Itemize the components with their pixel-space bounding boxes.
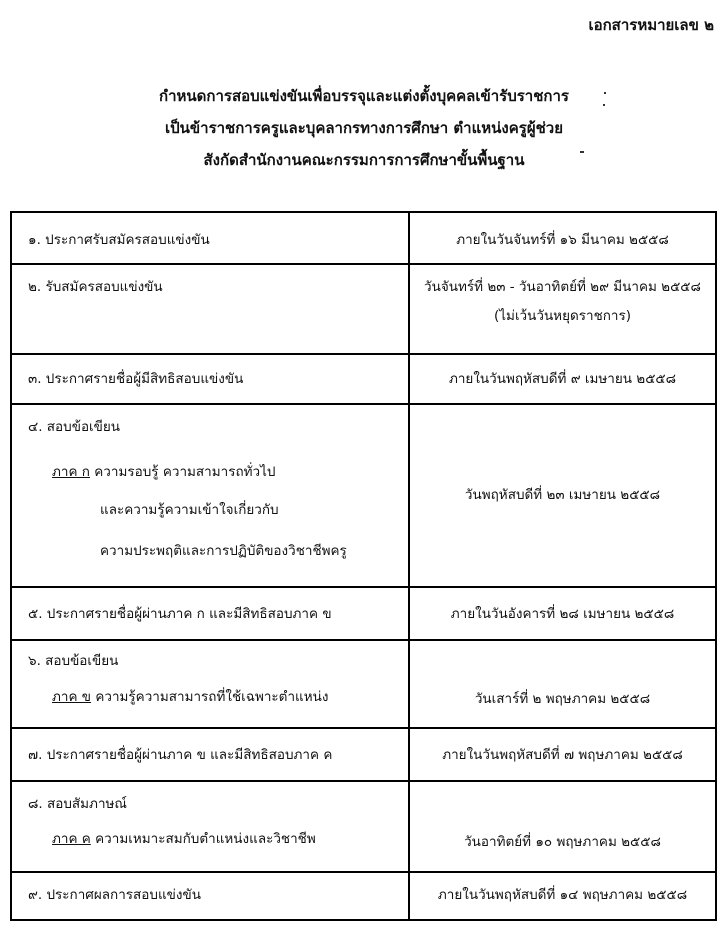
table-row	[11, 587, 716, 640]
item-cell	[11, 587, 409, 640]
date-label: ภายในวันจันทร์ที่ ๑๖ มีนาคม ๒๕๕๘	[456, 232, 669, 248]
table-row	[11, 404, 716, 587]
item-label: ๓. ประกาศรายชื่อผู้มีสิทธิสอบแข่งขัน	[28, 371, 244, 387]
table-row	[11, 640, 716, 728]
item-cell	[11, 354, 409, 404]
item-subline	[52, 672, 408, 708]
table-row	[11, 872, 716, 920]
part-label: ภาค ข	[52, 689, 92, 705]
date-note: (ไม่เว้นวันหยุดราชการ)	[493, 308, 632, 324]
item-label: ๑. ประกาศรับสมัครสอบแข่งขัน	[28, 232, 210, 248]
item-label: ๗. ประกาศรายชื่อผู้ผ่านภาค ข และมีสิทธิสอบภาค ค	[28, 747, 333, 763]
table-row	[11, 354, 716, 404]
document-number: เอกสารหมายเลข ๒	[588, 16, 714, 34]
date-cell	[409, 212, 716, 264]
table-row	[11, 264, 716, 354]
heading-line-2: เป็นข้าราชการครูและบุคลากรทางการศึกษา ตำแหน่งครูผู้ช่วย	[164, 119, 564, 137]
item-label: ๒. รับสมัครสอบแข่งขัน	[28, 279, 163, 295]
item-cell	[11, 872, 409, 920]
heading-line-1: กำหนดการสอบแข่งขันเพื่อบรรจุและแต่งตั้งบุคคลเข้ารับราชการ	[159, 87, 569, 105]
item-cell	[11, 781, 409, 872]
item-cell	[11, 212, 409, 264]
date-cell	[409, 728, 716, 781]
item-cell	[11, 728, 409, 781]
date-cell	[409, 354, 716, 404]
table-row	[11, 212, 716, 264]
item-subline	[52, 815, 408, 850]
item-cell	[11, 404, 409, 587]
item-label: ๖. สอบข้อเขียน	[28, 653, 119, 669]
item-subline	[52, 438, 408, 483]
date-label: วันจันทร์ที่ ๒๓ - วันอาทิตย์ที่ ๒๙ มีนาคม ๒๕๕๘	[424, 279, 701, 295]
item-label: ๙. ประกาศผลการสอบแข่งขัน	[28, 887, 201, 903]
part-text: ความรู้ความสามารถที่ใช้เฉพาะตำแหน่ง	[95, 689, 329, 705]
part-text: ความเหมาะสมกับตำแหน่งและวิชาชีพ	[95, 831, 316, 847]
date-label: ภายในวันอังคารที่ ๒๘ เมษายน ๒๕๕๘	[450, 606, 675, 622]
item-cell	[11, 264, 409, 354]
scan-speck	[580, 151, 584, 153]
date-cell	[409, 404, 716, 587]
scan-speck	[604, 92, 606, 94]
item-subline: และความรู้ความเข้าใจเกี่ยวกับ	[100, 502, 279, 518]
item-label: ๘. สอบสัมภาษณ์	[28, 796, 127, 812]
date-cell	[409, 640, 716, 728]
table-row	[11, 781, 716, 872]
date-label: ภายในวันพฤหัสบดีที่ ๙ เมษายน ๒๕๕๘	[448, 371, 677, 387]
date-cell	[409, 587, 716, 640]
item-cell	[11, 640, 409, 728]
date-label: ภายในวันพฤหัสบดีที่ ๗ พฤษภาคม ๒๕๕๘	[442, 747, 683, 763]
heading	[0, 80, 728, 176]
item-subline: ความประพฤติและการปฏิบัติของวิชาชีพครู	[100, 543, 347, 559]
scan-speck	[603, 104, 605, 106]
item-label: ๔. สอบข้อเขียน	[28, 419, 121, 435]
date-cell	[409, 781, 716, 872]
table-row	[11, 728, 716, 781]
date-label: วันอาทิตย์ที่ ๑๐ พฤษภาคม ๒๕๕๘	[464, 834, 661, 850]
date-cell	[409, 872, 716, 920]
schedule-table	[10, 211, 717, 921]
part-text: ความรอบรู้ ความสามารถทั่วไป	[94, 464, 276, 480]
date-label: วันเสาร์ที่ ๒ พฤษภาคม ๒๕๕๘	[474, 691, 651, 707]
heading-line-3: สังกัดสำนักงานคณะกรรมการการศึกษาขั้นพื้นฐาน	[203, 151, 525, 169]
item-label: ๕. ประกาศรายชื่อผู้ผ่านภาค ก และมีสิทธิสอบภาค ข	[28, 606, 332, 622]
part-label: ภาค ก	[52, 464, 90, 480]
part-label: ภาค ค	[52, 831, 91, 847]
date-label: วันพฤหัสบดีที่ ๒๓ เมษายน ๒๕๕๘	[464, 487, 661, 503]
date-cell	[409, 264, 716, 354]
date-label: ภายในวันพฤหัสบดีที่ ๑๔ พฤษภาคม ๒๕๕๘	[437, 887, 688, 903]
